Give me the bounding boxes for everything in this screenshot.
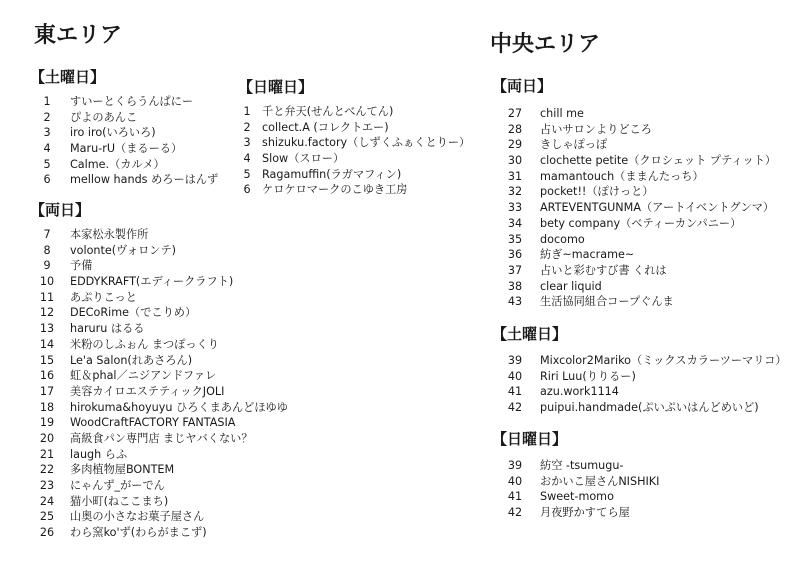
item-number: 34 <box>507 216 523 230</box>
item-name: mellow hands めろーはんず <box>70 173 219 187</box>
east-saturday-heading: 【土曜日】 <box>30 68 106 86</box>
item-name: わら窯ko'ず(わらがまこず) <box>70 526 207 540</box>
east-saturday-list <box>36 94 236 188</box>
list-item <box>36 447 296 463</box>
list-item <box>504 294 794 310</box>
item-number: 3 <box>43 126 51 140</box>
list-item <box>36 321 296 337</box>
item-number: 28 <box>507 122 523 136</box>
item-number: 2 <box>43 110 51 124</box>
item-name: にゃんず_がーでん <box>70 479 165 492</box>
item-name: Sweet-momo <box>540 490 614 504</box>
item-name: 虹＆phal／ニジアンドファレ <box>70 369 217 383</box>
list-item <box>36 431 296 447</box>
list-item <box>36 274 296 290</box>
east-sunday-heading: 【日曜日】 <box>238 78 314 96</box>
list-item <box>504 384 794 400</box>
item-name: 占いと彩むすび書 くれは <box>540 263 667 277</box>
item-number: 42 <box>507 506 523 520</box>
item-name: 占いサロンよりどころ <box>540 122 652 136</box>
item-name: 山奥の小さなお菓子屋さん <box>70 510 205 524</box>
list-item <box>504 137 794 153</box>
item-number: 41 <box>507 490 523 504</box>
list-item <box>504 474 794 490</box>
item-name: 本家松永製作所 <box>70 228 149 241</box>
list-item <box>504 353 794 369</box>
item-name: すいーとくらうんぱにー <box>70 95 194 108</box>
item-number: 5 <box>243 167 251 181</box>
item-number: 6 <box>43 173 51 187</box>
item-number: 24 <box>39 494 55 508</box>
item-name: azu.work1114 <box>540 385 619 399</box>
list-item <box>36 125 236 141</box>
item-name: 米粉のしふぉん まつぽっくり <box>70 337 219 351</box>
list-item <box>36 141 236 157</box>
item-name: きしゃぽっぽ <box>540 138 608 152</box>
item-number: 5 <box>43 157 51 171</box>
item-number: 10 <box>39 275 55 289</box>
list-item <box>36 400 296 416</box>
item-name: Mixcolor2Mariko（ミックスカラーツーマリコ） <box>540 354 787 367</box>
item-name: WoodCraftFACTORY FANTASIA <box>70 416 236 430</box>
list-item <box>504 106 794 122</box>
item-number: 27 <box>507 107 523 120</box>
item-name: 猫小町(ねここまち) <box>70 494 169 508</box>
item-name: docomo <box>540 232 585 246</box>
item-number: 4 <box>43 142 51 156</box>
list-item <box>504 458 794 474</box>
list-item <box>36 227 296 243</box>
item-number: 23 <box>39 479 55 492</box>
item-number: 15 <box>39 353 55 367</box>
list-item <box>504 489 794 505</box>
list-item <box>36 478 296 494</box>
list-item <box>36 494 296 510</box>
item-name: shizuku.factory（しずくふぁくとりー） <box>262 136 471 150</box>
item-number: 13 <box>39 322 55 336</box>
item-number: 11 <box>39 290 55 304</box>
list-item <box>504 200 794 216</box>
list-item <box>36 94 236 110</box>
central-both-list <box>504 106 794 310</box>
list-item <box>36 353 296 369</box>
list-item <box>36 337 296 353</box>
item-number: 39 <box>507 459 523 472</box>
list-item <box>36 243 296 259</box>
list-item <box>504 400 794 416</box>
item-number: 2 <box>243 120 251 134</box>
item-name: Le'a Salon(れあさろん) <box>70 353 193 367</box>
item-name: DECoRime（でこりめ） <box>70 306 197 320</box>
item-number: 33 <box>507 201 523 215</box>
list-item <box>36 368 296 384</box>
item-number: 21 <box>39 447 55 461</box>
item-name: Slow（スロー） <box>262 152 345 166</box>
central-saturday-heading: 【土曜日】 <box>492 325 568 343</box>
list-item <box>504 263 794 279</box>
item-number: 40 <box>507 474 523 488</box>
list-item <box>504 122 794 138</box>
list-item <box>36 172 236 188</box>
list-item <box>504 153 794 169</box>
item-number: 29 <box>507 138 523 152</box>
item-number: 4 <box>243 152 251 166</box>
item-name: あぷりこっと <box>70 290 137 304</box>
item-name: 紡空 -tsumugu- <box>540 459 624 472</box>
item-name: haruru はるる <box>70 322 145 336</box>
item-name: ARTEVENTGUNMA（アートイベントグンマ） <box>540 201 775 215</box>
item-number: 12 <box>39 306 55 320</box>
item-number: 42 <box>507 401 523 415</box>
item-name: 生活協同組合コープぐんま <box>540 295 674 309</box>
list-item <box>36 305 296 321</box>
list-item <box>236 135 476 151</box>
item-number: 6 <box>243 183 251 197</box>
item-number: 1 <box>43 95 51 108</box>
list-item <box>36 525 296 541</box>
item-number: 38 <box>507 279 523 293</box>
list-item <box>36 290 296 306</box>
item-name: volonte(ヴォロンテ) <box>70 243 176 257</box>
item-number: 39 <box>507 354 523 367</box>
item-name: laugh らふ <box>70 447 128 461</box>
item-name: 千と弁天(せんとべんてん) <box>262 105 394 118</box>
item-name: Calme.（カルメ） <box>70 157 165 171</box>
list-item <box>236 120 476 136</box>
list-item <box>504 184 794 200</box>
item-number: 3 <box>243 136 251 150</box>
item-number: 41 <box>507 385 523 399</box>
item-name: 予備 <box>70 259 93 273</box>
item-number: 17 <box>39 384 55 398</box>
item-number: 37 <box>507 263 523 277</box>
list-item <box>236 167 476 183</box>
list-item <box>36 258 296 274</box>
item-number: 40 <box>507 369 523 383</box>
list-item <box>36 384 296 400</box>
item-number: 43 <box>507 295 523 309</box>
item-number: 18 <box>39 400 55 414</box>
item-name: chill me <box>540 107 584 120</box>
list-item <box>36 157 236 173</box>
item-number: 1 <box>243 105 251 118</box>
item-name: ぴよのあんこ <box>70 110 138 124</box>
item-number: 31 <box>507 169 523 183</box>
item-name: Ragamuffin(ラガマフィン) <box>262 167 402 181</box>
list-item <box>504 369 794 385</box>
item-name: Maru-rU（まるーる） <box>70 142 183 156</box>
list-item <box>504 247 794 263</box>
east-sunday-list <box>236 104 476 198</box>
item-name: iro iro(いろいろ) <box>70 126 156 140</box>
item-number: 30 <box>507 154 523 168</box>
item-number: 8 <box>43 243 51 257</box>
item-number: 7 <box>43 228 51 241</box>
item-number: 16 <box>39 369 55 383</box>
item-name: pocket!!（ぽけっと） <box>540 185 654 199</box>
list-item <box>236 104 476 120</box>
list-item <box>504 169 794 185</box>
item-number: 9 <box>43 259 51 273</box>
list-item <box>504 232 794 248</box>
item-name: hirokuma&hoyuyu ひろくまあんどほゆゆ <box>70 400 288 414</box>
item-name: clochette petite（クロシェット プティット） <box>540 154 777 168</box>
list-item <box>236 182 476 198</box>
item-number: 26 <box>39 526 55 540</box>
central-saturday-list <box>504 353 794 416</box>
central-sunday-list <box>504 458 794 521</box>
east-both-heading: 【両日】 <box>30 201 91 219</box>
item-name: 多肉植物屋BONTEM <box>70 463 175 477</box>
item-name: 紡ぎ~macrame~ <box>540 248 635 262</box>
item-number: 19 <box>39 416 55 430</box>
item-name: おかいこ屋さんNISHIKI <box>540 474 660 488</box>
central-both-heading: 【両日】 <box>492 77 553 95</box>
item-name: bety company（ベティーカンパニー） <box>540 216 742 230</box>
east-both-list <box>36 227 296 541</box>
item-name: clear liquid <box>540 279 602 293</box>
east-area-title: 東エリア <box>34 23 123 48</box>
item-number: 32 <box>507 185 523 199</box>
item-number: 25 <box>39 510 55 524</box>
item-number: 35 <box>507 232 523 246</box>
item-number: 22 <box>39 463 55 477</box>
list-item <box>504 279 794 295</box>
central-sunday-heading: 【日曜日】 <box>492 430 568 448</box>
item-name: puipui.handmade(ぷいぷいはんどめいど) <box>540 401 759 415</box>
list-item <box>36 415 296 431</box>
list-item <box>36 462 296 478</box>
list-item <box>36 110 236 126</box>
item-name: 高級食パン専門店 まじヤバくない？ <box>70 431 253 445</box>
item-name: mamantouch（ままんたっち） <box>540 169 704 183</box>
item-name: collect.A (コレクトエー) <box>262 120 389 134</box>
item-number: 36 <box>507 248 523 262</box>
item-number: 14 <box>39 337 55 351</box>
list-item <box>504 216 794 232</box>
list-item <box>36 509 296 525</box>
item-name: 美容カイロエステティックJOLI <box>70 384 225 398</box>
list-item <box>236 151 476 167</box>
item-number: 20 <box>39 431 55 445</box>
item-name: ケロケロマークのこゆき工房 <box>262 183 408 197</box>
central-area-title: 中央エリア <box>490 32 601 57</box>
item-name: Riri Luu(りりるー) <box>540 369 636 383</box>
item-name: 月夜野かすてら屋 <box>540 506 630 520</box>
item-name: EDDYKRAFT(エディークラフト) <box>70 275 234 289</box>
list-item <box>504 505 794 521</box>
